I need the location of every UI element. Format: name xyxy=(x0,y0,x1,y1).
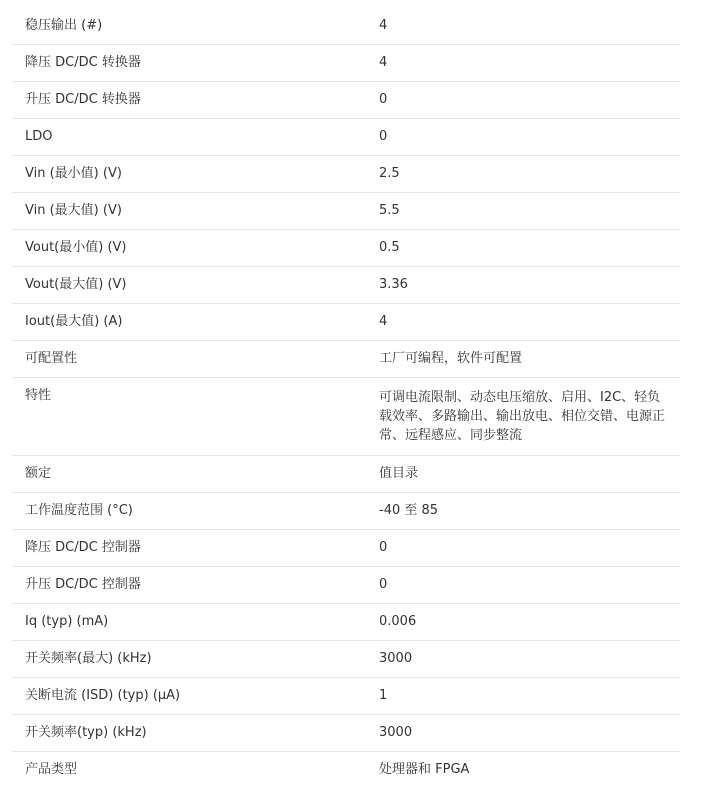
row-value: 0 xyxy=(379,92,388,107)
row-value: 0 xyxy=(379,129,388,144)
table-row xyxy=(12,156,680,193)
spec-table xyxy=(12,8,680,788)
row-label: Iout(最大值) (A) xyxy=(25,314,123,329)
row-label: 降压 DC/DC 控制器 xyxy=(25,540,141,555)
row-label: 产品类型 xyxy=(25,762,78,777)
row-label: LDO xyxy=(25,129,53,144)
table-row xyxy=(12,678,680,715)
table-row xyxy=(12,304,680,341)
table-row xyxy=(12,604,680,641)
table-row xyxy=(12,456,680,493)
row-value: 2.5 xyxy=(379,166,400,181)
table-row xyxy=(12,567,680,604)
row-value: 0.006 xyxy=(379,614,417,629)
row-label: 特性 xyxy=(25,388,52,403)
table-row xyxy=(12,341,680,378)
row-value: 处理器和 FPGA xyxy=(379,762,470,777)
row-label: 可配置性 xyxy=(25,351,78,366)
row-label: 升压 DC/DC 控制器 xyxy=(25,577,141,592)
row-value: 4 xyxy=(379,18,388,33)
row-value: 3.36 xyxy=(379,277,408,292)
row-label: Vout(最大值) (V) xyxy=(25,277,127,292)
table-row xyxy=(12,641,680,678)
row-value: 4 xyxy=(379,55,388,70)
row-value: 工厂可编程，软件可配置 xyxy=(379,351,523,366)
table-row xyxy=(12,378,680,456)
row-value: 4 xyxy=(379,314,388,329)
row-value: 3000 xyxy=(379,651,413,666)
table-row xyxy=(12,493,680,530)
row-value: 可调电流限制、动态电压缩放、启用、I2C、轻负载效率、多路输出、输出放电、相位交错、电源正常、远程感应、同步整流 xyxy=(379,390,666,443)
row-label: Vin (最大值) (V) xyxy=(25,203,122,218)
row-label: 降压 DC/DC 转换器 xyxy=(25,55,141,70)
row-label: 开关频率(最大) (kHz) xyxy=(25,651,152,666)
row-value: 3000 xyxy=(379,725,413,740)
row-label: Vin (最小值) (V) xyxy=(25,166,122,181)
table-row xyxy=(12,193,680,230)
table-row xyxy=(12,119,680,156)
row-value: 0 xyxy=(379,577,388,592)
table-row xyxy=(12,530,680,567)
table-row xyxy=(12,45,680,82)
row-label: 额定 xyxy=(25,466,52,481)
row-value: 5.5 xyxy=(379,203,400,218)
table-row xyxy=(12,752,680,788)
row-label: 稳压输出 (#) xyxy=(25,18,103,33)
table-row xyxy=(12,230,680,267)
row-value: 1 xyxy=(379,688,388,703)
row-value: 0.5 xyxy=(379,240,400,255)
row-label: 开关频率(typ) (kHz) xyxy=(25,725,147,740)
row-label: 工作温度范围 (°C) xyxy=(25,503,133,518)
row-label: Vout(最小值) (V) xyxy=(25,240,127,255)
table-row xyxy=(12,8,680,45)
row-value: 0 xyxy=(379,540,388,555)
table-row xyxy=(12,715,680,752)
row-value: -40 至 85 xyxy=(379,503,439,518)
table-row xyxy=(12,82,680,119)
table-row xyxy=(12,267,680,304)
row-label: 关断电流 (ISD) (typ) (μA) xyxy=(25,688,181,703)
row-value: 值目录 xyxy=(379,466,419,481)
row-label: Iq (typ) (mA) xyxy=(25,614,109,629)
row-label: 升压 DC/DC 转换器 xyxy=(25,92,141,107)
